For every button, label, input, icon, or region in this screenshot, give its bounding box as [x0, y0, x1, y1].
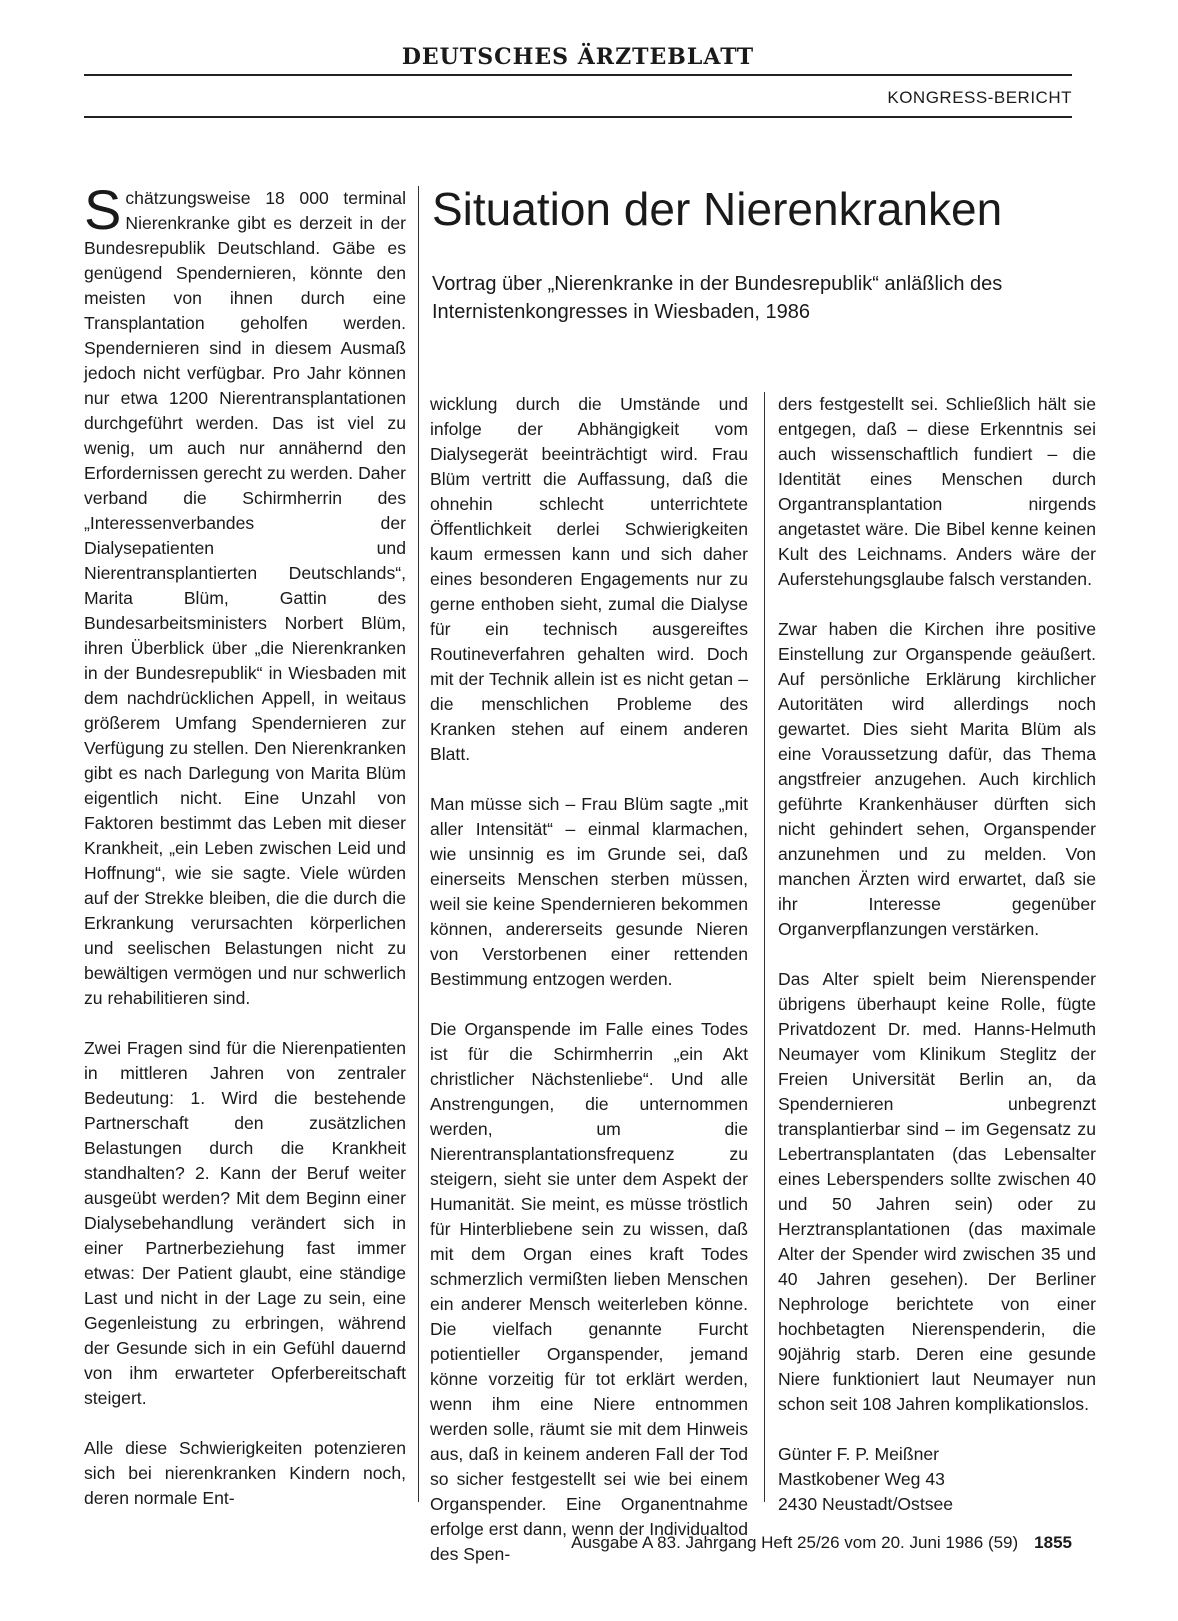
page-footer [84, 1533, 1072, 1553]
page-number: 1855 [1034, 1533, 1072, 1552]
paragraph-text: chätzungsweise 18 000 terminal Nierenkranke gibt es derzeit in der Bundesrepublik Deutschland. Gäbe es genügend Spendernieren, könnte den meisten von ihnen durch eine Transplantation geholfen werden. Spendernieren sind in diesem Ausmaß jedoch nicht verfügbar. Pro Jahr können nur etwa 1200 Nierentransplantationen durchgeführt werden. Das ist viel zu wenig, um auch nur annähernd den Erfordernissen gerecht zu werden. Daher verband die Schirmherrin des „Interessenverbandes der Dialysepatienten und Nierentransplantierten Deutschlands“, Marita Blüm, Gattin des Bundesarbeitsministers Norbert Blüm, ihren Überblick über „die Nierenkranken in der Bundesrepublik“ in Wiesbaden mit dem nachdrücklichen Appell, in weitaus größerem Umfang Spendernieren zur Verfügung zu stellen. Den Nierenkranken gibt es nach Darlegung von Marita Blüm eigentlich nicht. Eine Unzahl von Faktoren bestimmt das Leben mit dieser Krankheit, „ein Leben zwischen Leid und Hoffnung“, wie sie sagte. Viele würden auf der Strekke bleiben, die die durch die Erkrankung verursachten körperlichen und seelischen Belastungen nicht zu bewältigen vermögen und nur schwerlich zu rehabilitieren sind. [84, 188, 406, 1008]
author-city: 2430 Neustadt/Ostsee [778, 1494, 954, 1514]
paragraph: Die Organspende im Falle eines Todes ist für die Schirmherrin „ein Akt christlicher Nächstenliebe“. Und alle Anstrengungen, die unternommen werden, um die Nierentransplantationsfrequenz zu steigern, sieht sie unter dem Aspekt der Humanität. Sie meint, es müsse tröstlich für Hinterbliebene sein zu wissen, daß mit dem Organ eines kraft Todes schmerzlich vermißten lieben Menschen ein anderer Mensch weiterleben könne. Die vielfach genannte Furcht potientieller Organspender, jemand könne vorzeitig für tot erklärt werden, wenn ihm eine Niere entnommen werden solle, räumt sie mit dem Hinweis aus, daß in keinem anderen Fall der Tod so sicher festgestellt sei wie bei einem Organspender. Eine Organentnahme erfolge erst dann, wenn der Individualtod des Spen- [430, 1019, 748, 1564]
paragraph: Zwei Fragen sind für die Nierenpatienten in mittleren Jahren von zentraler Bedeutung: 1. Wird die bestehende Partnerschaft den zusätzlichen Belastungen durch die Krankheit standhalten? 2. Kann der Beruf weiter ausgeübt werden? Mit dem Beginn einer Dialysebehandlung verändert sich in einer Partnerbeziehung fast immer etwas: Der Patient glaubt, eine ständige Last und nicht in der Lage zu sein, eine Gegenleistung zu erbringen, während der Gesunde sich in ein Gefühl dauernd von ihm erwarteter Opferbereitschaft steigert. [84, 1038, 406, 1408]
section-header [84, 84, 1072, 118]
article-subtitle: Vortrag über „Nierenkranke in der Bundesrepublik“ anläßlich des Internistenkongresses in Wiesbaden, 1986 [432, 273, 1003, 323]
paragraph: Man müsse sich – Frau Blüm sagte „mit aller Intensität“ – einmal klarmachen, wie unsinnig es im Grunde sei, daß einerseits Menschen sterben müssen, weil sie keine Spendernieren bekommen können, andererseits gesunde Nieren von Verstorbenen einer rettenden Bestimmung entzogen werden. [430, 794, 748, 989]
paragraph: Alle diese Schwierigkeiten potenzieren sich bei nierenkranken Kindern noch, deren normale Ent- [84, 1438, 406, 1508]
paragraph: Das Alter spielt beim Nierenspender übrigens überhaupt keine Rolle, fügte Privatdozent Dr. med. Hanns-Helmuth Neumayer vom Klinikum Steglitz der Freien Universität Berlin an, da Spendernieren unbegrenzt transplantierbar sind – im Gegensatz zu Lebertransplantaten (das Lebensalter eines Leberspenders sollte zwischen 40 und 50 Jahren sein) oder zu Herztransplantationen (das maximale Alter der Spender wird zwischen 35 und 40 Jahren gesehen). Der Berliner Nephrologe berichtete von einer hochbetagten Nierenspenderin, die 90jährig starb. Deren eine gesunde Niere funktioniert laut Neumayer nun schon seit 108 Jahren komplikationslos. [778, 969, 1096, 1414]
paragraph: ders festgestellt sei. Schließlich hält sie entgegen, daß – diese Erkenntnis sei auch wissenschaftlich fundiert – die Identität eines Menschen durch Organtransplantation nirgends angetastet wäre. Die Bibel kenne keinen Kult des Leichnams. Anders wäre der Auferstehungsglaube falsch verstanden. [778, 394, 1096, 589]
article-title: Situation der Nierenkranken [432, 183, 1003, 235]
column-divider [418, 186, 419, 1502]
paragraph [84, 178, 406, 1011]
paragraph: Zwar haben die Kirchen ihre positive Einstellung zur Organspende geäußert. Auf persönliche Erklärung kirchlicher Autoritäten wird allerdings noch gewartet. Dies sieht Marita Blüm als eine Voraussetzung dafür, das Thema angstfreier anzugehen. Auch kirchlich geführte Krankenhäuser dürften sich nicht gehindert sehen, Organspender anzunehmen und zu melden. Von manchen Ärzten wird erwartet, daß sie ihr Interesse gegenüber Organverpflanzungen verstärken. [778, 619, 1096, 939]
author-block [778, 1442, 1096, 1517]
edition-info: Ausgabe A 83. Jahrgang Heft 25/26 vom 20. Juni 1986 (59) [571, 1533, 1019, 1552]
article-column-3 [778, 392, 1096, 1517]
column-divider [764, 392, 765, 1502]
section-label: KONGRESS-BERICHT [887, 88, 1072, 107]
article-column-2 [430, 392, 748, 1567]
article-column-1 [84, 178, 406, 1511]
author-street: Mastkobener Weg 43 [778, 1469, 945, 1489]
paragraph: wicklung durch die Umstände und infolge der Abhängigkeit vom Dialysegerät beeinträchtigt wird. Frau Blüm vertritt die Auffassung, daß die ohnehin schlecht unterrichtete Öffentlichkeit derlei Schwierigkeiten kaum ermessen kann und sich daher eines besonderen Engagements nur zu gerne enthoben sieht, zumal die Dialyse für ein technisch ausgereiftes Routineverfahren gehalten wird. Doch mit der Technik allein ist es nicht getan – die menschlichen Probleme des Kranken stehen auf einem anderen Blatt. [430, 394, 748, 764]
masthead: DEUTSCHES ÄRZTEBLATT [84, 40, 1072, 76]
author-name: Günter F. P. Meißner [778, 1444, 940, 1464]
drop-cap: S [84, 178, 122, 241]
